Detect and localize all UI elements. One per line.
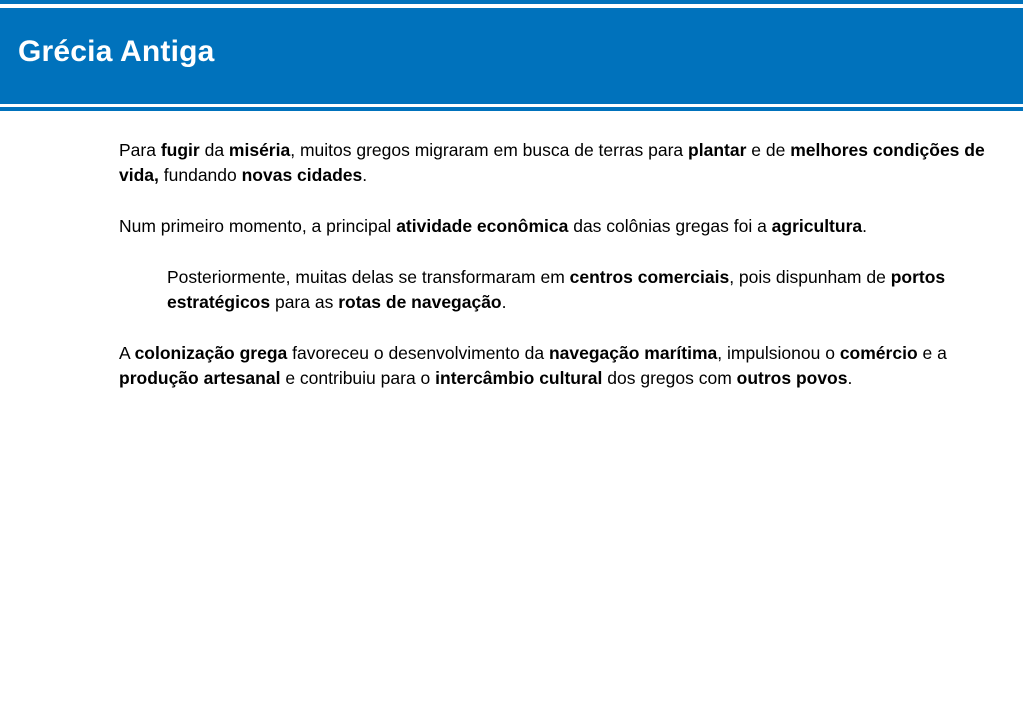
text-run: A — [119, 343, 135, 363]
text-run: . — [862, 216, 867, 236]
bold-text-run: melhores condições de vida, — [119, 140, 985, 185]
text-run: . — [362, 165, 368, 185]
text-run: e a — [917, 343, 947, 363]
text-run: . — [847, 368, 853, 388]
bold-text-run: colonização grega — [134, 343, 288, 363]
bold-text-run: navegação marítima — [548, 343, 718, 363]
text-run: , impulsionou o — [717, 343, 840, 363]
bold-text-run: plantar — [688, 140, 747, 160]
header-top-rule — [0, 0, 1023, 4]
bold-text-run: portos estratégicos — [167, 267, 946, 312]
text-run: fundando — [158, 165, 242, 185]
paragraph-colonization — [119, 341, 999, 391]
slide-body — [119, 138, 999, 391]
text-run: , pois dispunham de — [729, 267, 891, 287]
text-run: Para — [119, 140, 161, 160]
text-run: dos gregos com — [602, 368, 737, 388]
text-run: , muitos gregos migraram em busca de terras para — [290, 140, 689, 160]
bold-text-run: atividade econômica — [396, 216, 569, 236]
bold-text-run: comércio — [839, 343, 918, 363]
bold-text-run: outros povos — [736, 368, 848, 388]
text-run: . — [501, 292, 507, 312]
bold-text-run: produção artesanal — [119, 368, 281, 388]
bold-text-run: rotas de navegação — [338, 292, 502, 312]
text-run: da — [199, 140, 229, 160]
paragraph-migration — [119, 138, 999, 188]
bold-text-run: novas cidades — [241, 165, 363, 185]
paragraph-commerce — [167, 265, 999, 315]
header-bottom-rule — [0, 107, 1023, 111]
text-run: Num primeiro momento, a principal — [119, 216, 397, 236]
bold-text-run: intercâmbio cultural — [435, 368, 603, 388]
bold-text-run: miséria — [228, 140, 291, 160]
text-run: favoreceu o desenvolvimento da — [287, 343, 549, 363]
text-run: e de — [746, 140, 791, 160]
header-band — [0, 0, 1023, 114]
bold-text-run: fugir — [160, 140, 200, 160]
text-run: Posteriormente, muitas delas se transformaram em — [167, 267, 570, 287]
paragraph-agriculture — [119, 214, 999, 239]
text-run: das colônias gregas foi a — [568, 216, 772, 236]
bold-text-run: agricultura — [771, 216, 863, 236]
bold-text-run: centros comerciais — [569, 267, 730, 287]
text-run: e contribuiu para o — [280, 368, 436, 388]
slide-title: Grécia Antiga — [18, 35, 215, 68]
text-run: para as — [270, 292, 339, 312]
